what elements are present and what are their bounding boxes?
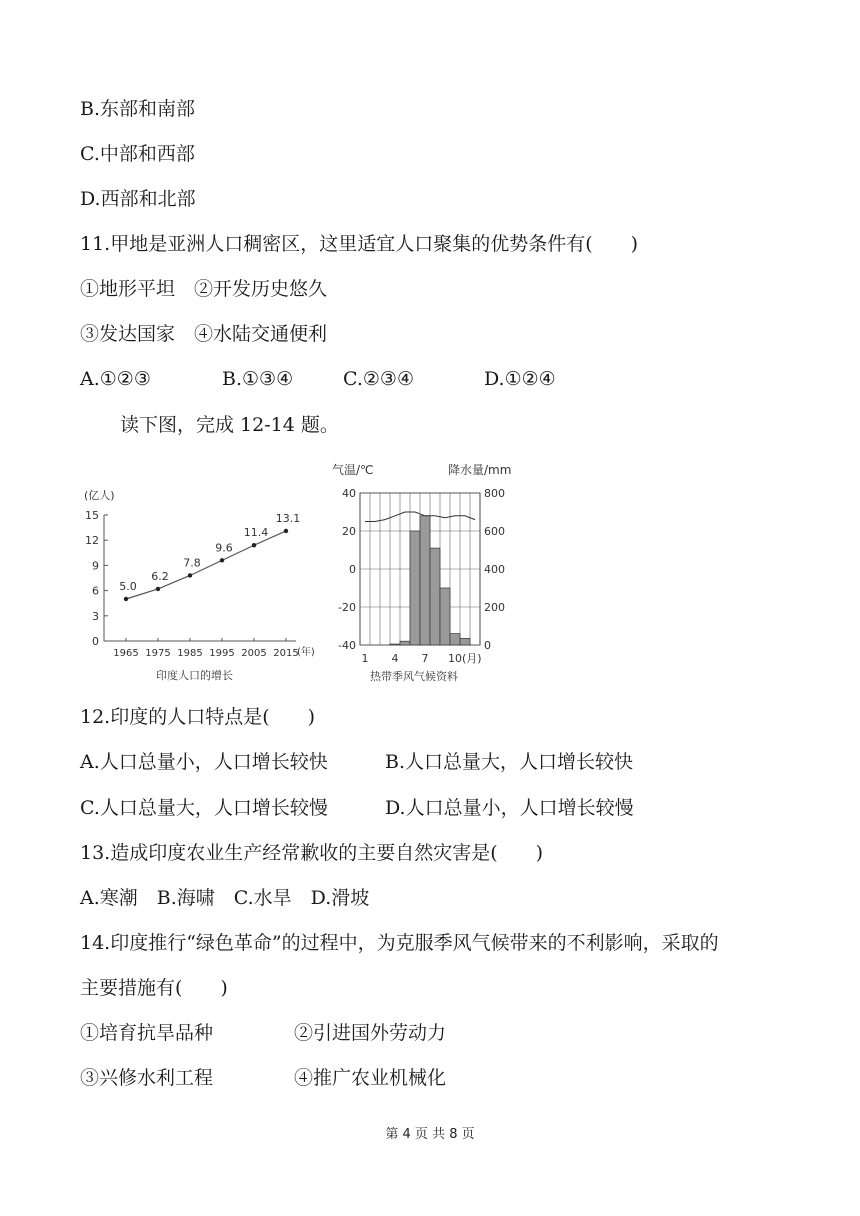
question-13: 13.造成印度农业生产经常歉收的主要自然灾害是( ) <box>80 842 544 864</box>
climate-xtick-label: 4 <box>391 652 399 665</box>
climate-xtick-label: 10 <box>448 652 462 665</box>
climate-left-tick-label: 0 <box>349 563 356 576</box>
pop-xtick-label: 1985 <box>177 648 203 659</box>
q14-item-1: ①培育抗旱品种 <box>80 1022 214 1044</box>
climate-left-tick-label: -20 <box>338 601 356 614</box>
q11-option-b: B.①③④ <box>222 368 294 390</box>
pop-data-label: 7.8 <box>183 556 201 570</box>
pop-line <box>126 531 286 599</box>
pop-point <box>220 558 224 562</box>
pop-xlabel: (年) <box>297 647 315 658</box>
climate-ylabel-right: 降水量/mm <box>448 463 512 477</box>
page-footer: 第 4 页 共 8 页 <box>385 1127 475 1142</box>
climate-bars <box>390 516 470 645</box>
climate-left-tick-label: 20 <box>342 525 356 538</box>
line-option-c: C.中部和西部 <box>80 143 195 165</box>
question-11-items-2: ③发达国家 ④水陆交通便利 <box>80 323 328 345</box>
pop-ytick-label: 9 <box>92 559 99 573</box>
pop-xtick-label: 1965 <box>113 648 139 659</box>
read-figure-instruction: 读下图，完成 12-14 题。 <box>120 414 339 436</box>
climate-right-tick-label: 400 <box>484 563 505 576</box>
climate-title: 热带季风气候资料 <box>370 670 458 683</box>
question-14-line-2: 主要措施有( ) <box>80 977 228 999</box>
climate-right-tick-label: 0 <box>484 639 491 652</box>
pop-ytick-label: 6 <box>92 584 99 598</box>
pop-points <box>124 529 288 601</box>
climate-ylabel-left: 气温/℃ <box>332 463 374 477</box>
pop-ylabel: (亿人) <box>84 489 115 502</box>
pop-data-label: 9.6 <box>215 541 233 555</box>
pop-point <box>252 543 256 547</box>
precipitation-bar <box>420 516 430 645</box>
q12-option-b: B.人口总量大，人口增长较快 <box>385 751 634 773</box>
climate-right-ticks <box>484 487 505 652</box>
climate-xticks <box>362 652 463 665</box>
pop-data-label: 11.4 <box>243 526 269 540</box>
q12-option-d: D.人口总量小，人口增长较慢 <box>385 797 634 819</box>
q14-item-3: ③兴修水利工程 <box>80 1067 214 1089</box>
question-12: 12.印度的人口特点是( ) <box>80 706 316 728</box>
climate-right-tick-label: 800 <box>484 487 505 500</box>
pop-data-label: 5.0 <box>119 580 137 593</box>
pop-point <box>188 573 192 577</box>
climate-xtick-label: 7 <box>421 652 429 665</box>
population-growth-chart <box>76 478 326 690</box>
question-11: 11.甲地是亚洲人口稠密区，这里适宜人口聚集的优势条件有( ) <box>80 233 639 255</box>
pop-data-label: 6.2 <box>151 569 169 583</box>
pop-data-label: 13.1 <box>275 511 301 525</box>
pop-ytick-label: 0 <box>92 635 99 648</box>
precipitation-bar <box>460 638 470 645</box>
climate-left-tick-label: 40 <box>342 487 356 500</box>
question-13-options: A.寒潮 B.海啸 C.水旱 D.滑坡 <box>80 887 370 909</box>
precipitation-bar <box>430 548 440 645</box>
pop-ytick-label: 3 <box>92 609 99 623</box>
climate-xtick-label: 1 <box>361 652 369 665</box>
pop-xtick-label: 2015 <box>273 648 299 659</box>
pop-xtick-label: 2005 <box>241 648 267 659</box>
q11-option-a: A.①②③ <box>80 368 151 390</box>
pop-data-labels <box>119 512 300 593</box>
q14-item-2: ②引进国外劳动力 <box>294 1022 447 1044</box>
precipitation-bar <box>390 644 400 645</box>
pop-title: 印度人口的增长 <box>156 669 233 682</box>
pop-ytick-label: 12 <box>85 534 99 548</box>
pop-xtick-label: 1995 <box>209 648 235 659</box>
pop-yticks <box>85 509 108 648</box>
question-14-line-1: 14.印度推行“绿色革命”的过程中，为克服季风气候带来的不利影响，采取的 <box>80 932 719 954</box>
pop-ytick-label: 15 <box>85 509 99 522</box>
pop-xtick-label: 1975 <box>145 648 171 659</box>
line-option-d: D.西部和北部 <box>80 188 196 210</box>
q12-option-a: A.人口总量小，人口增长较快 <box>80 751 328 773</box>
line-option-b: B.东部和南部 <box>80 98 196 120</box>
q14-item-4: ④推广农业机械化 <box>294 1067 447 1089</box>
precipitation-bar <box>410 531 420 645</box>
climate-chart <box>330 458 540 686</box>
precipitation-bar <box>450 634 460 645</box>
question-11-items-1: ①地形平坦 ②开发历史悠久 <box>80 278 328 300</box>
precipitation-bar <box>440 588 450 645</box>
pop-point <box>284 529 288 533</box>
precipitation-bar <box>400 641 410 645</box>
q11-option-d: D.①②④ <box>484 368 556 390</box>
q12-option-c: C.人口总量大，人口增长较慢 <box>80 797 328 819</box>
pop-point <box>156 587 160 591</box>
climate-right-tick-label: 200 <box>484 601 505 614</box>
climate-left-tick-label: -40 <box>338 639 356 652</box>
pop-point <box>124 597 128 601</box>
climate-left-ticks <box>338 487 356 652</box>
q11-option-c: C.②③④ <box>343 368 414 390</box>
climate-right-tick-label: 600 <box>484 525 505 538</box>
climate-xlabel: (月) <box>462 652 482 665</box>
